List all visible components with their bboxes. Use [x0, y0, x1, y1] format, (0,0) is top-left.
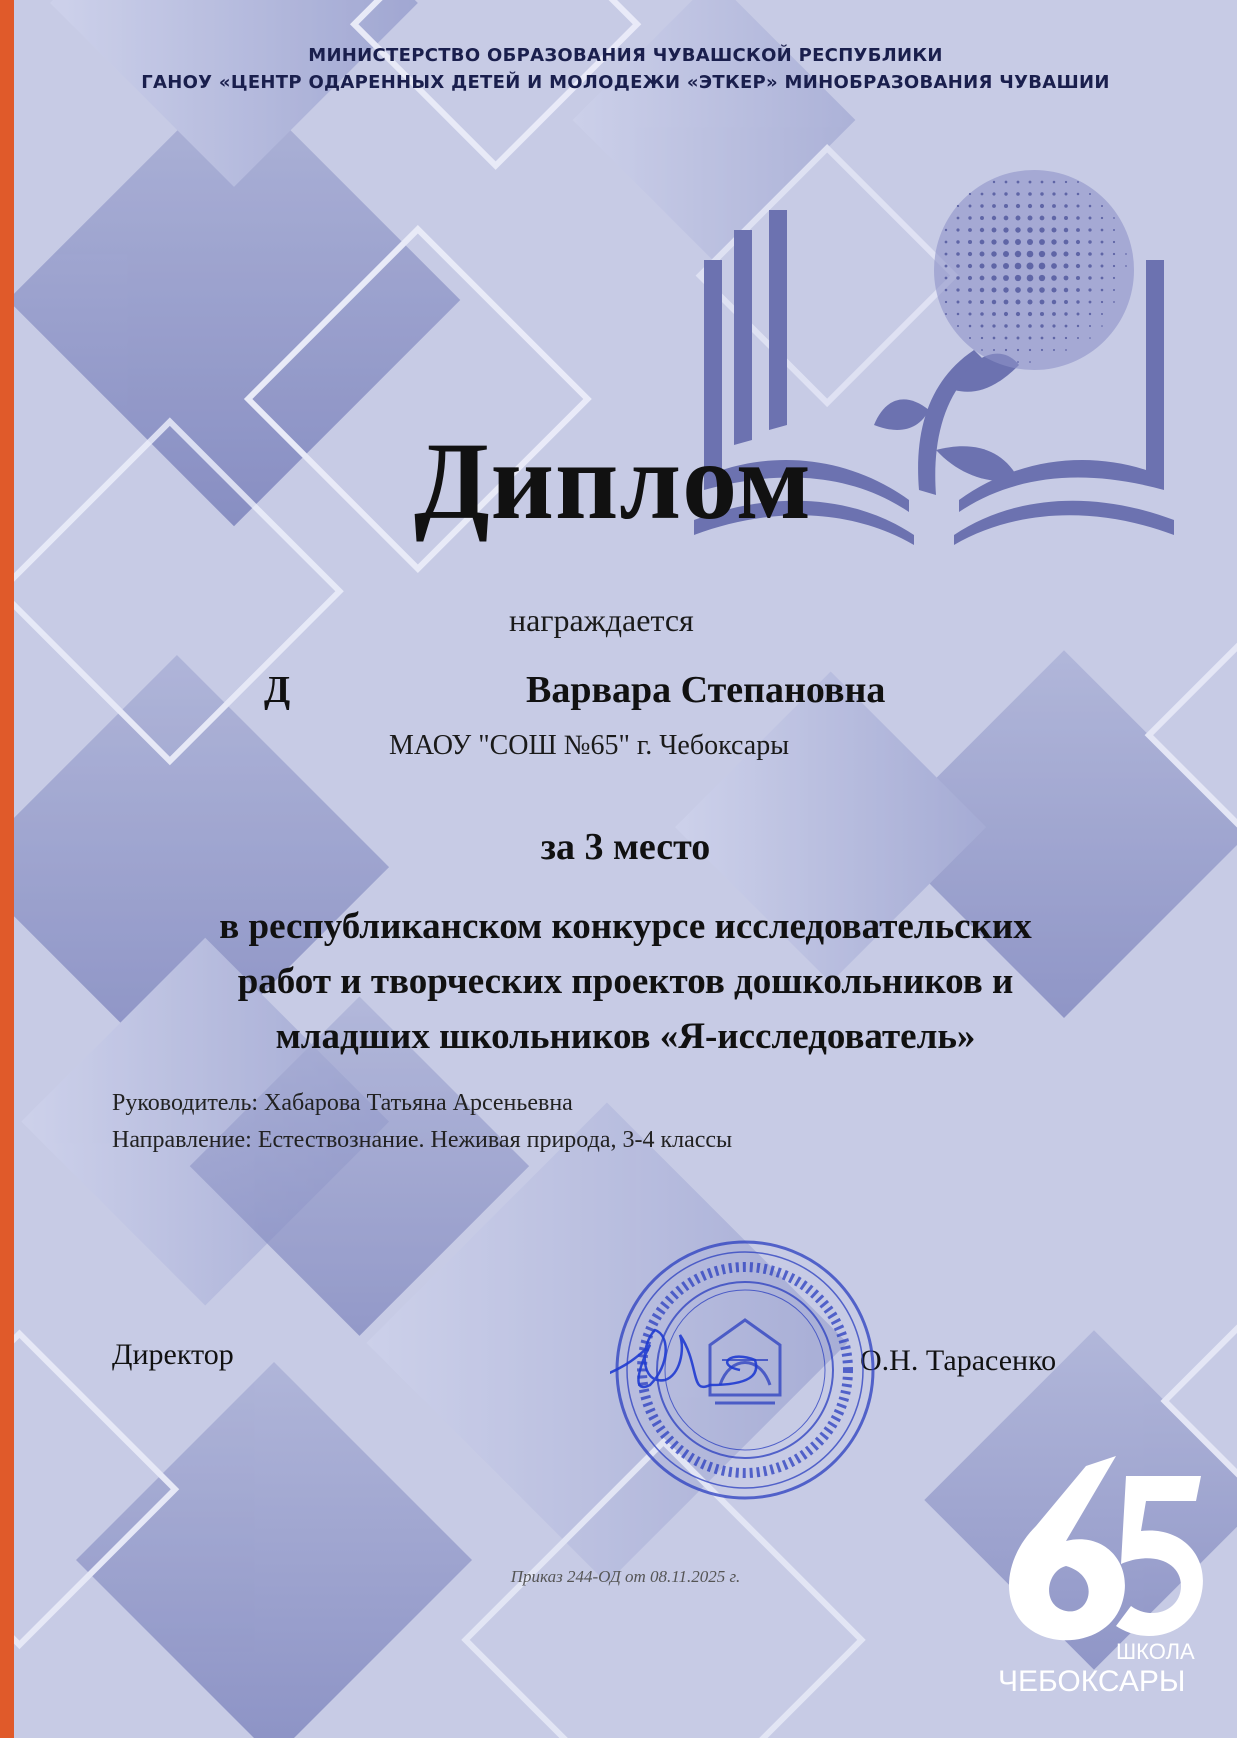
issuer-header [14, 42, 1237, 96]
contest-line: младших школьников «Я-исследователь» [275, 1016, 976, 1057]
contest-line: в республиканском конкурсе исследовательских [219, 906, 1032, 947]
school-65-logo [996, 1446, 1216, 1696]
direction-line: Направление: Естествознание. Неживая природа, 3-4 классы [112, 1127, 733, 1153]
diploma-sheet [14, 0, 1237, 1738]
diploma-title: Диплом [414, 420, 812, 542]
award-place: за 3 место [540, 826, 711, 868]
logo-word-top: ШКОЛА [1116, 1639, 1195, 1664]
awarded-label: награждается [509, 602, 694, 638]
ministry-name: МИНИСТЕРСТВО ОБРАЗОВАНИЯ ЧУВАШСКОЙ РЕСПУБЛИКИ [308, 45, 943, 66]
recipient-initial: Д [264, 669, 291, 711]
recipient-name: Варвара Степановна [526, 669, 886, 711]
official-stamp-icon [610, 1235, 880, 1505]
logo-word-bottom: ЧЕБОКСАРЫ [998, 1665, 1186, 1696]
director-name: О.Н. Тарасенко [860, 1344, 1057, 1377]
director-label: Директор [112, 1338, 234, 1371]
recipient-school: МАОУ "СОШ №65" г. Чебоксары [389, 730, 790, 761]
contest-line: работ и творческих проектов дошкольников и [237, 961, 1014, 1002]
order-reference: Приказ 244-ОД от 08.11.2025 г. [510, 1567, 741, 1586]
supervisor-line: Руководитель: Хабарова Татьяна Арсеньевна [112, 1090, 573, 1116]
center-name: ГАНОУ «ЦЕНТР ОДАРЕННЫХ ДЕТЕЙ И МОЛОДЕЖИ «ЭТКЕР» МИНОБРАЗОВАНИЯ ЧУВАШИИ [141, 72, 1110, 93]
